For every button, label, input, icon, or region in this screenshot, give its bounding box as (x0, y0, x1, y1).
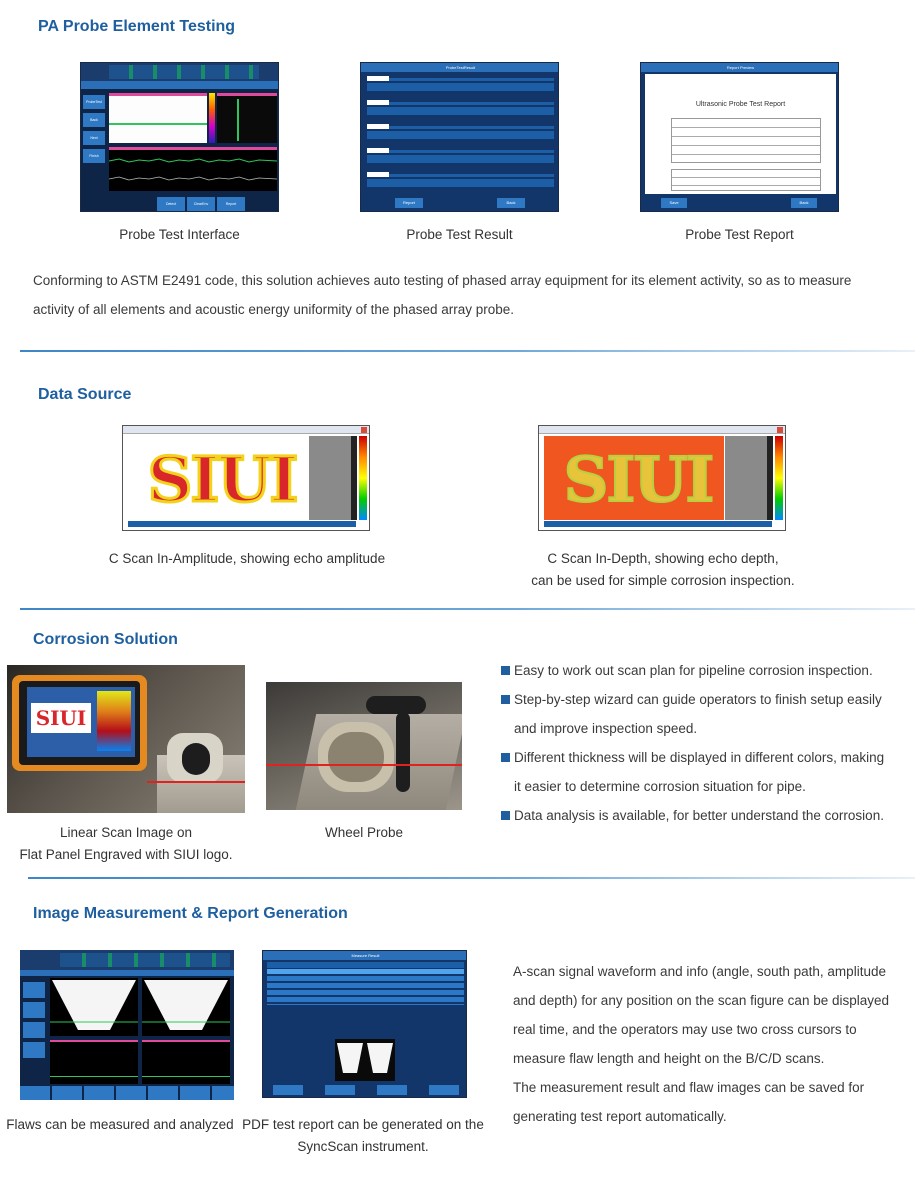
interface-footer-clearenv: ClearEnv (187, 197, 215, 211)
corrosion-bullet-3-line-1: Different thickness will be displayed in different colors, making (514, 750, 885, 765)
wheel-probe-photo (266, 682, 462, 810)
measurement-paragraph-line-3: real time, and the operators may use two cross cursors to (513, 1022, 857, 1037)
corrosion-bullet-1 (500, 656, 910, 685)
caption-linear-scan (0, 822, 252, 866)
cscan-depth-image (538, 425, 786, 531)
divider-1 (20, 350, 915, 352)
corrosion-bullet-3 (500, 743, 910, 801)
probe-test-interface-image (80, 62, 279, 212)
corrosion-bullet-4 (500, 801, 910, 830)
result-report-button: Report (395, 198, 423, 208)
cscan-amplitude-image (122, 425, 370, 531)
linear-scan-photo (7, 665, 245, 813)
caption-flaws-measured (2, 1114, 238, 1136)
corrosion-bullet-1-line-1: Easy to work out scan plan for pipeline corrosion inspection. (514, 663, 873, 678)
corrosion-bullet-2-line-1: Step-by-step wizard can guide operators to finish setup easily (514, 692, 882, 707)
caption-flaws-measured-line-1: Flaws can be measured and analyzed (6, 1117, 234, 1132)
caption-probe-interface: Probe Test Interface (119, 227, 240, 242)
caption-pdf-report (238, 1114, 488, 1158)
section-title-probe: PA Probe Element Testing (38, 18, 236, 35)
caption-linear-scan-line-1: Linear Scan Image on (59, 825, 193, 840)
measurement-paragraph-line-6: generating test report automatically. (513, 1109, 727, 1124)
caption-pdf-report-line-2: SyncScan instrument. (297, 1139, 429, 1154)
probe-test-report-image (640, 62, 839, 212)
caption-cscan-amplitude (92, 548, 402, 570)
caption-cscan-depth-line-2: can be used for simple corrosion inspection. (531, 573, 795, 588)
caption-cscan-depth-line-1: C Scan In-Depth, showing echo depth, (547, 551, 779, 566)
caption-cscan-depth (508, 548, 818, 592)
caption-linear-scan-line-2: Flat Panel Engraved with SIUI logo. (19, 847, 233, 862)
corrosion-bullet-2 (500, 685, 910, 743)
report-window-title: Report Preview (641, 63, 839, 72)
interface-side-button-finish: Finish (83, 149, 105, 163)
interface-side-button-probetest: ProbeTest (83, 95, 105, 109)
interface-footer-report: Report (217, 197, 245, 211)
caption-wheel-probe-line-1: Wheel Probe (324, 825, 404, 840)
interface-side-button-back: Back (83, 113, 105, 127)
probe-test-result-image (360, 62, 559, 212)
probe-paragraph-line-1: Conforming to ASTM E2491 code, this solution achieves auto testing of phased array equipment for its element activity, so as to measure (33, 273, 852, 288)
caption-probe-result: Probe Test Result (406, 227, 513, 242)
measurement-paragraph (513, 957, 913, 1131)
interface-footer-detect: Detect (157, 197, 185, 211)
amplitude-siui-logo: SIUI (147, 443, 297, 516)
caption-cscan-amplitude-line-1: C Scan In-Amplitude, showing echo amplitude (108, 551, 386, 566)
measure-window-title: Measure Result (263, 951, 467, 960)
measurement-paragraph-line-4: measure flaw length and height on the B/C/D scans. (513, 1051, 825, 1066)
measurement-paragraph-line-5: The measurement result and flaw images can be saved for (513, 1080, 865, 1095)
caption-pdf-report-line-1: PDF test report can be generated on the (242, 1117, 484, 1132)
report-heading: Ultrasonic Probe Test Report (695, 101, 786, 108)
divider-2 (20, 608, 915, 610)
flaw-measurement-image (20, 950, 234, 1100)
interface-side-button-next: Next (83, 131, 105, 145)
result-window-title: ProbeTestResult (361, 63, 559, 72)
measure-result-image (262, 950, 467, 1098)
measurement-paragraph-line-1: A-scan signal waveform and info (angle, south path, amplitude (513, 964, 886, 979)
probe-paragraph (33, 266, 903, 324)
divider-3 (28, 877, 915, 879)
corrosion-bullet-4-line-1: Data analysis is available, for better understand the corrosion. (514, 808, 884, 823)
result-back-button: Back (497, 198, 525, 208)
corrosion-bullet-3-line-2: it easier to determine corrosion situation for pipe. (514, 779, 806, 794)
probe-paragraph-line-2: activity of all elements and acoustic energy uniformity of the phased array probe. (33, 302, 515, 317)
section-title-corrosion: Corrosion Solution (33, 631, 178, 648)
corrosion-bullet-list (500, 656, 910, 830)
report-back-button: Back (791, 198, 817, 208)
linear-scan-siui-logo: SIUI (35, 706, 87, 730)
corrosion-bullet-2-line-2: and improve inspection speed. (514, 721, 698, 736)
section-title-data-source: Data Source (38, 386, 132, 403)
caption-wheel-probe (266, 822, 462, 844)
depth-siui-logo: SIUI (563, 443, 713, 516)
measurement-paragraph-line-2: and depth) for any position on the scan figure can be displayed (513, 993, 890, 1008)
report-save-button: Save (661, 198, 687, 208)
section-title-measurement: Image Measurement & Report Generation (33, 905, 348, 922)
caption-probe-report: Probe Test Report (685, 227, 794, 242)
